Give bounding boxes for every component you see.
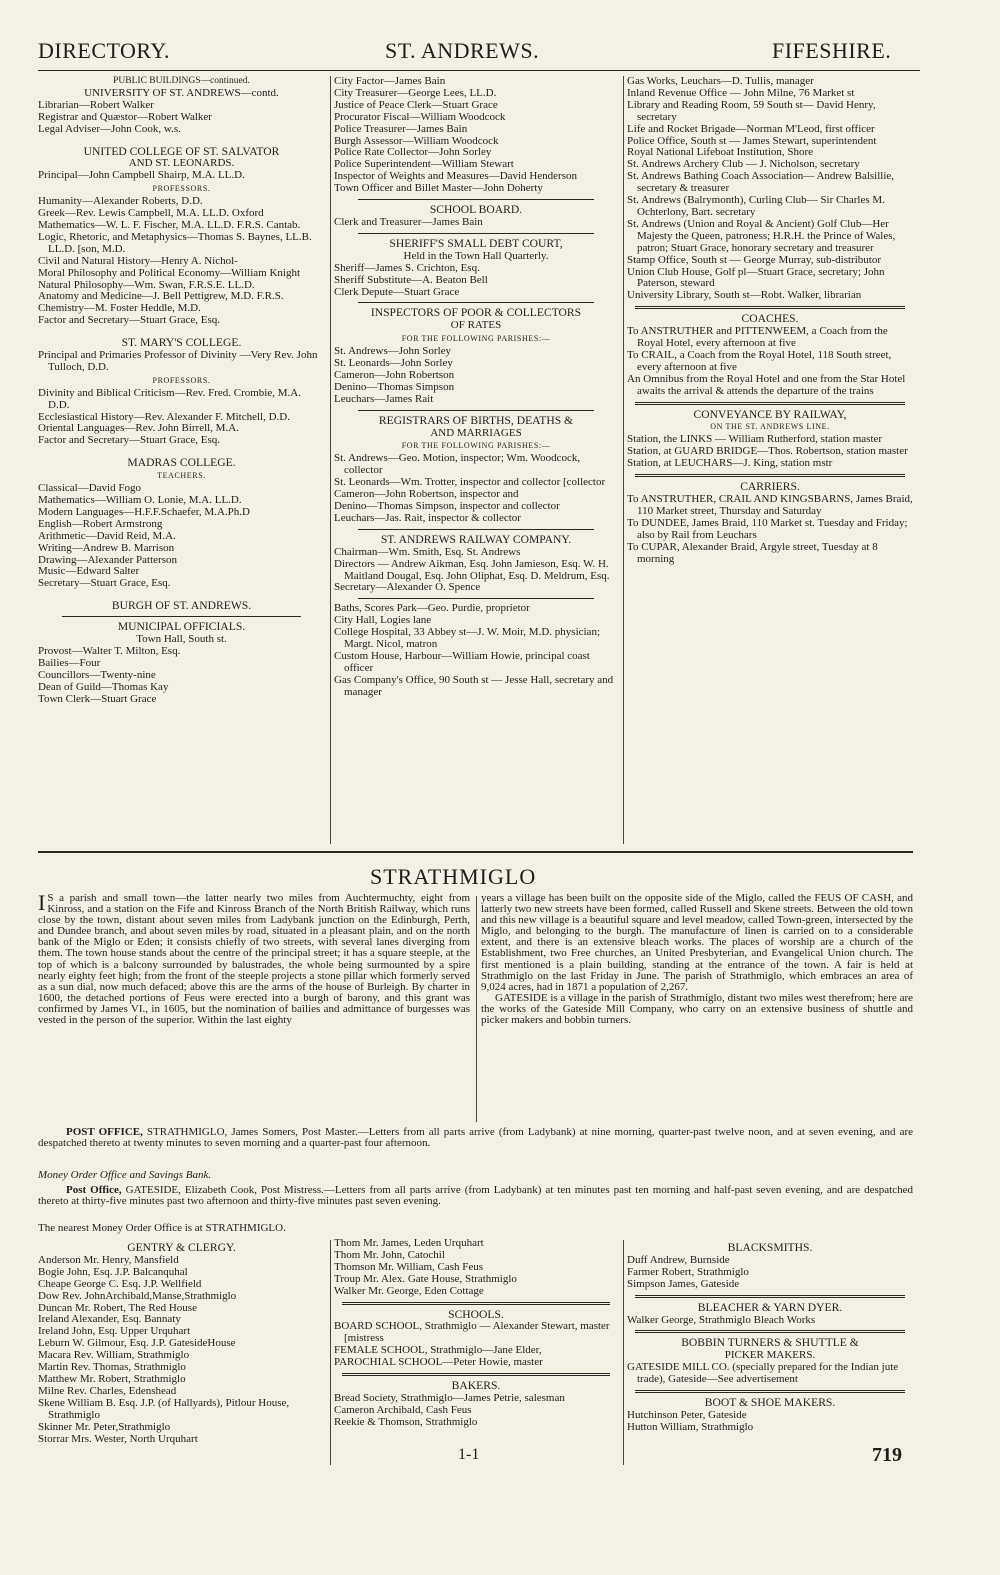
directory-entry: Provost—Walter T. Milton, Esq. bbox=[38, 644, 181, 657]
section-heading: GENTRY & CLERGY. bbox=[127, 1241, 236, 1254]
directory-entry: Station, the LINKS — William Rutherford, station master bbox=[627, 433, 883, 446]
directory-entry: Held in the Town Hall Quarterly. bbox=[403, 249, 549, 262]
header-right: FIFESHIRE. bbox=[772, 38, 892, 63]
directory-entry: Reekie & Thomson, Strathmiglo bbox=[334, 1415, 478, 1428]
section-heading: ST. MARY'S COLLEGE. bbox=[121, 336, 242, 350]
section-heading: ST. ANDREWS RAILWAY COMPANY. bbox=[380, 532, 572, 546]
directory-entry: Justice of Peace Clerk—Stuart Grace bbox=[334, 98, 498, 111]
directory-entry: Matthew Mr. Robert, Strathmiglo bbox=[38, 1372, 186, 1385]
directory-entry: Secretary—Alexander O. Spence bbox=[334, 581, 481, 594]
signature-mark: 1-1 bbox=[458, 1446, 480, 1463]
directory-entry: Thom Mr. James, Leden Urquhart bbox=[334, 1237, 484, 1249]
directory-entry: Oriental Languages—Rev. John Birrell, M.A. bbox=[38, 422, 239, 435]
section-heading: BOBBIN TURNERS & SHUTTLE & bbox=[681, 1336, 859, 1350]
section-heading: INSPECTORS OF POOR & COLLECTORS bbox=[370, 306, 582, 320]
directory-entry: FOR THE FOLLOWING PARISHES:— bbox=[401, 441, 551, 451]
directory-entry bbox=[38, 447, 325, 453]
directory-entry: Drawing—Alexander Patterson bbox=[38, 553, 177, 566]
header-left: DIRECTORY. bbox=[38, 38, 170, 63]
section-divider bbox=[358, 598, 594, 599]
directory-entry: Simpson James, Gateside bbox=[627, 1277, 740, 1290]
directory-entry: Ireland John, Esq. Upper Urquhart bbox=[38, 1325, 191, 1338]
directory-entry: St. Leonards—Wm. Trotter, inspector and collector [collector bbox=[334, 476, 606, 489]
post-office-text: STRATHMIGLO, James Somers, Post Master.—Letters from all parts arrive (from Ladybank) at nine morning, quarter-past twelve noon, and at seven evening, and are despatched thereto at twenty minutes to seven morning and a quarter-past four afternoon. bbox=[38, 1126, 914, 1150]
directory-entry: Chairman—Wm. Smith, Esq. St. Andrews bbox=[334, 545, 521, 558]
directory-entry: Bogie John, Esq. J.P. Balcanquhal bbox=[38, 1265, 188, 1278]
directory-entry: Factor and Secretary—Stuart Grace, Esq. bbox=[38, 314, 221, 327]
page-number: 719 bbox=[872, 1444, 902, 1466]
directory-entry bbox=[38, 327, 325, 333]
directory-entry: Hutchinson Peter, Gateside bbox=[627, 1408, 747, 1421]
directory-entry: City Factor—James Bain bbox=[334, 75, 446, 87]
directory-entry: Denino—Thomas Simpson bbox=[334, 380, 455, 393]
column-gentry bbox=[38, 1238, 325, 1445]
directory-entry: Stamp Office, South st — George Murray, sub-distributor bbox=[627, 253, 881, 266]
directory-entry: BOARD SCHOOL, Strathmiglo — Alexander Stewart, master [mistress bbox=[334, 1320, 610, 1345]
directory-entry: Gas Company's Office, 90 South st — Jesse Hall, secretary and manager bbox=[334, 673, 614, 698]
section-heading: COACHES. bbox=[741, 312, 799, 326]
post-office-strathmiglo bbox=[38, 1127, 913, 1149]
directory-entry: Anatomy and Medicine—J. Bell Pettigrew, M.D. F.R.S. bbox=[38, 290, 284, 303]
post-office-label: Post Office, bbox=[66, 1184, 122, 1196]
directory-entry: St. Andrews—John Sorley bbox=[334, 345, 452, 358]
directory-entry: Farmer Robert, Strathmiglo bbox=[627, 1265, 749, 1278]
directory-entry: Storrar Mrs. Wester, North Urquhart bbox=[38, 1432, 198, 1445]
directory-entry: Police Superintendent—William Stewart bbox=[334, 158, 514, 171]
directory-entry: Leuchars—Jas. Rait, inspector & collector bbox=[334, 511, 521, 524]
directory-entry: College Hospital, 33 Abbey st—J. W. Moir, M.D. physician; Margt. Nicol, matron bbox=[334, 626, 600, 651]
section-heading: REGISTRARS OF BIRTHS, DEATHS & bbox=[378, 413, 574, 427]
directory-entry bbox=[38, 136, 325, 142]
column-schools-bakers bbox=[334, 1238, 618, 1429]
directory-entry: Registrar and Quæstor—Robert Walker bbox=[38, 110, 212, 123]
directory-entry: Directors — Andrew Aikman, Esq. John Jamieson, Esq. W. H. Maitland Dougal, Esq. John Oliphat, Esq. D. Meldrum, Esq. bbox=[334, 557, 610, 582]
directory-entry: PUBLIC BUILDINGS—continued. bbox=[113, 76, 250, 86]
directory-entry: Humanity—Alexander Roberts, D.D. bbox=[38, 195, 203, 208]
directory-entry: Skene William B. Esq. J.P. (of Hallyards), Pitlour House, Strathmiglo bbox=[38, 1396, 290, 1421]
directory-entry: Troup Mr. Alex. Gate House, Strathmiglo bbox=[334, 1272, 517, 1285]
directory-entry: Thom Mr. John, Catochil bbox=[334, 1248, 445, 1261]
section-heading: UNITED COLLEGE OF ST. SALVATOR bbox=[83, 144, 280, 158]
post-office-gateside bbox=[38, 1185, 913, 1207]
section-rule bbox=[38, 851, 913, 853]
directory-entry: English—Robert Armstrong bbox=[38, 517, 163, 530]
section-divider bbox=[635, 1330, 905, 1333]
directory-entry: Police Office, South st — James Stewart, superintendent bbox=[627, 134, 877, 147]
section-heading: SHERIFF'S SMALL DEBT COURT, bbox=[389, 236, 563, 250]
directory-entry: AND MARRIAGES bbox=[430, 426, 522, 439]
section-divider bbox=[62, 616, 301, 617]
section-heading: CARRIERS. bbox=[740, 480, 800, 494]
section-divider bbox=[342, 1302, 610, 1305]
directory-entry: Writing—Andrew B. Marrison bbox=[38, 541, 175, 554]
section-divider bbox=[635, 474, 905, 477]
section-heading: MADRAS COLLEGE. bbox=[127, 456, 236, 470]
column-burgh bbox=[334, 76, 618, 699]
section-divider bbox=[358, 199, 594, 200]
directory-entry: To ANSTRUTHER and PITTENWEEM, a Coach from the Royal Hotel, every afternoon at five bbox=[627, 325, 888, 350]
directory-entry: Burgh Assessor—William Woodcock bbox=[334, 134, 499, 147]
directory-entry: University Library, South st—Robt. Walker, librarian bbox=[627, 289, 862, 302]
column-trades bbox=[627, 1238, 913, 1434]
section-heading: MUNICIPAL OFFICIALS. bbox=[117, 620, 246, 634]
directory-entry: AND ST. LEONARDS. bbox=[128, 157, 235, 170]
directory-entry: PROFESSORS. bbox=[152, 375, 211, 385]
directory-entry: Leburn W. Gilmour, Esq. J.P. GatesideHouse bbox=[38, 1337, 236, 1350]
directory-entry: St. Andrews (Union and Royal & Ancient) Golf Club—Her Majesty the Queen, patroness; H.R.H. the Prince of Wales, patron; Stuart Grace, honorary secretary and treasurer bbox=[627, 217, 896, 254]
strathmiglo-title: STRATHMIGLO bbox=[370, 864, 537, 889]
directory-entry: Police Treasurer—James Bain bbox=[334, 122, 468, 135]
directory-entry: St. Andrews Bathing Coach Association— Andrew Balsillie, secretary & treasurer bbox=[627, 170, 895, 195]
directory-entry: Gas Works, Leuchars—D. Tullis, manager bbox=[627, 75, 814, 87]
directory-entry: Station, at GUARD BRIDGE—Thos. Robertson, station master bbox=[627, 445, 908, 458]
directory-entry: Greek—Rev. Lewis Campbell, M.A. LL.D. Oxford bbox=[38, 207, 264, 220]
directory-entry: City Hall, Logies lane bbox=[334, 614, 432, 627]
directory-entry: Police Rate Collector—John Sorley bbox=[334, 146, 492, 159]
post-office-text: GATESIDE, Elizabeth Cook, Post Mistress.—Letters from all parts arrive (from Ladybank) at ten minutes past ten morning and half-past seven evening, and are despatched thereto at thirty-five minutes past two afternoon and thirty-five minutes past seven evening. bbox=[38, 1184, 913, 1208]
header-center: ST. ANDREWS. bbox=[385, 38, 540, 63]
directory-entry: UNIVERSITY OF ST. ANDREWS—contd. bbox=[84, 86, 279, 99]
directory-entry: Life and Rocket Brigade—Norman M'Leod, first officer bbox=[627, 122, 875, 135]
directory-entry: An Omnibus from the Royal Hotel and one from the Star Hotel awaits the arrival & attends the departure of the trains bbox=[627, 372, 906, 397]
directory-entry: ON THE ST. ANDREWS LINE. bbox=[710, 422, 830, 432]
section-heading: BOOT & SHOE MAKERS. bbox=[704, 1396, 836, 1410]
directory-entry: Civil and Natural History—Henry A. Nichol- bbox=[38, 254, 238, 267]
directory-entry: To CRAIL, a Coach from the Royal Hotel, 118 South street, every afternoon at five bbox=[627, 348, 892, 373]
directory-entry: Library and Reading Room, 59 South st— David Henry, secretary bbox=[627, 98, 876, 123]
directory-entry: Town Hall, South st. bbox=[136, 633, 227, 646]
nearest-money-order: The nearest Money Order Office is at STRATHMIGLO. bbox=[38, 1222, 286, 1234]
paragraph-text: S a parish and small town—the latter nearly two miles from Auchtermuchty, eight from Kinross, and a station on the Fife and Kinross Branch of the North British Railway, which runs close by the town, distant about seven miles from Ladybank junction on the Edinburgh, Perth, and Dundee branch, and about seven miles by road, situated in a pleasant plain, and on the north bank of the Miglo or Eden; it consists chiefly of two streets, with several lanes diverging from them. The town house stands about the centre of the principal street; it has a square steeple, at the top of which is a balcony surrounded by balustrades, the whole being surmounted by a spire nearly eighty feet high; from the front of the steeple projects a stone pillar which formerly served as a sun dial, now much defaced; above this are the arms of the house of Burleigh. By charter in 1600, the detached portions of Feus were erected into a burgh of barony, and this grant was confirmed by James VI., in 1605, but the nomination of bailies and admittance of burgesses was vested in the person of the superior. Within the last eighty bbox=[38, 892, 470, 1027]
directory-entry: Logic, Rhetoric, and Metaphysics—Thomas S. Baynes, LL.B. LL.D. [son, M.D. bbox=[38, 230, 312, 255]
directory-entry: Factor and Secretary—Stuart Grace, Esq. bbox=[38, 434, 221, 447]
directory-entry: St. Andrews Archery Club — J. Nicholson, secretary bbox=[627, 158, 860, 171]
directory-entry: Duff Andrew, Burnside bbox=[627, 1253, 730, 1266]
directory-entry: Procurator Fiscal—William Woodcock bbox=[334, 110, 506, 123]
section-divider bbox=[635, 306, 905, 309]
directory-entry: Clerk Depute—Stuart Grace bbox=[334, 285, 460, 298]
strathmiglo-description-right bbox=[481, 893, 913, 1026]
directory-entry: Royal National Lifeboat Institution, Shore bbox=[627, 146, 814, 159]
directory-entry: Modern Languages—H.F.F.Schaefer, M.A.Ph.D bbox=[38, 505, 250, 518]
directory-entry: Moral Philosophy and Political Economy—William Knight bbox=[38, 266, 301, 279]
section-heading: SCHOOL BOARD. bbox=[429, 203, 523, 217]
directory-entry: To ANSTRUTHER, CRAIL AND KINGSBARNS, James Braid, 110 Market street, Thursday and Saturday bbox=[627, 493, 913, 517]
directory-entry: Town Officer and Billet Master—John Doherty bbox=[334, 182, 543, 195]
directory-entry: Cameron Archibald, Cash Feus bbox=[334, 1403, 472, 1416]
section-divider bbox=[342, 1373, 610, 1376]
directory-entry: To DUNDEE, James Braid, 110 Market st. Tuesday and Friday; also by Rail from Leuchars bbox=[627, 516, 908, 541]
directory-entry: Principal—John Campbell Shairp, M.A. LL.D. bbox=[38, 169, 245, 182]
column-university bbox=[38, 76, 325, 706]
section-divider bbox=[358, 529, 594, 530]
directory-entry: Walker George, Strathmiglo Bleach Works bbox=[627, 1313, 816, 1326]
directory-entry bbox=[38, 590, 325, 596]
column-divider bbox=[623, 1240, 624, 1465]
directory-entry: Principal and Primaries Professor of Divinity —Very Rev. John Tulloch, D.D. bbox=[38, 349, 318, 373]
directory-entry: Leuchars—James Rait bbox=[334, 392, 434, 405]
directory-entry: GATESIDE MILL CO. (specially prepared for the Indian jute trade), Gateside—See advertisement bbox=[627, 1361, 899, 1386]
section-divider bbox=[635, 1390, 905, 1393]
gateside-paragraph: GATESIDE is a village in the parish of Strathmiglo, distant two miles west therefrom; here are the works of the Gateside Mill Company, who carry on an extensive business of shuttle and picker makers and bobbin turners. bbox=[481, 991, 913, 1027]
section-heading: BURGH OF ST. ANDREWS. bbox=[111, 599, 252, 613]
paragraph-text: years a village has been built on the opposite side of the Miglo, called the FEUS OF CASH, and latterly two new streets have been formed, called Russell and Skene streets. Between the old town and this new village is a beautiful square and level meadow, called Town-green, intersected by the Miglo, and belonging to the burgh. The manufacture of linen is carried on to a considerable extent, and there is an extensive bleach works. The places of worship are a church of the Establishment, two Free churches, an United Presbyterian, and Evangelical Union church. The first mentioned is a plain building, standing at the entrance of the town. A fair is held at Strathmiglo on the last Friday in June. The parish of Strathmiglo, which embraces an area of 9,024 acres, had in 1871 a population of 2,267. bbox=[481, 892, 913, 993]
directory-entry: Cameron—John Robertson, inspector and bbox=[334, 488, 519, 501]
directory-entry: Martin Rev. Thomas, Strathmiglo bbox=[38, 1361, 186, 1374]
directory-entry: Thomson Mr. William, Cash Feus bbox=[334, 1260, 484, 1273]
directory-entry: Divinity and Biblical Criticism—Rev. Fred. Crombie, M.A. D.D. bbox=[38, 386, 301, 411]
section-divider bbox=[358, 410, 594, 411]
section-heading: BLEACHER & YARN DYER. bbox=[697, 1300, 843, 1314]
directory-entry: Chemistry—M. Foster Heddle, M.D. bbox=[38, 302, 201, 315]
directory-entry: PICKER MAKERS. bbox=[724, 1349, 816, 1362]
directory-entry: Duncan Mr. Robert, The Red House bbox=[38, 1301, 197, 1314]
directory-entry: Librarian—Robert Walker bbox=[38, 98, 154, 111]
drop-cap: I bbox=[38, 890, 46, 915]
directory-entry: Classical—David Fogo bbox=[38, 482, 141, 495]
section-heading: BLACKSMITHS. bbox=[727, 1241, 813, 1254]
directory-entry: Bread Society, Strathmiglo—James Petrie, salesman bbox=[334, 1391, 565, 1404]
section-divider bbox=[358, 302, 594, 303]
directory-entry: Ireland Alexander, Esq. Bannaty bbox=[38, 1313, 181, 1326]
directory-entry: Union Club House, Golf pl—Stuart Grace, secretary; John Paterson, steward bbox=[627, 265, 885, 290]
money-order-note: Money Order Office and Savings Bank. bbox=[38, 1169, 212, 1181]
column-divider bbox=[330, 1240, 331, 1465]
directory-entry: Dow Rev. JohnArchibald,Manse,Strathmiglo bbox=[38, 1289, 237, 1302]
column-divider bbox=[330, 76, 331, 844]
directory-entry: Dean of Guild—Thomas Kay bbox=[38, 680, 169, 693]
directory-entry: Anderson Mr. Henry, Mansfield bbox=[38, 1253, 179, 1266]
directory-entry: Secretary—Stuart Grace, Esq. bbox=[38, 577, 171, 590]
directory-entry: PROFESSORS. bbox=[152, 184, 211, 194]
directory-entry: OF RATES bbox=[450, 319, 502, 332]
column-institutions bbox=[627, 76, 913, 565]
directory-entry: Walker Mr. George, Eden Cottage bbox=[334, 1284, 484, 1297]
directory-entry: Sheriff Substitute—A. Beaton Bell bbox=[334, 273, 488, 286]
directory-entry: Mathematics—W. L. F. Fischer, M.A. LL.D. F.R.S. Cantab. bbox=[38, 218, 301, 231]
directory-entry: Sheriff—James S. Crichton, Esq. bbox=[334, 261, 480, 274]
column-divider bbox=[623, 76, 624, 844]
directory-entry: Inspector of Weights and Measures—David Henderson bbox=[334, 170, 577, 183]
section-divider bbox=[358, 233, 594, 234]
section-divider bbox=[635, 402, 905, 405]
directory-entry: St. Andrews—Geo. Motion, inspector; Wm. Woodcock, collector bbox=[334, 452, 581, 477]
header-rule bbox=[38, 70, 920, 71]
directory-entry: Hutton William, Strathmiglo bbox=[627, 1420, 754, 1433]
directory-entry: Ecclesiastical History—Rev. Alexander F. Mitchell, D.D. bbox=[38, 410, 290, 423]
strathmiglo-description-left bbox=[38, 890, 470, 1027]
directory-entry: Bailies—Four bbox=[38, 656, 101, 669]
directory-entry: City Treasurer—George Lees, LL.D. bbox=[334, 86, 497, 99]
directory-entry: Milne Rev. Charles, Edenshead bbox=[38, 1384, 177, 1397]
section-divider bbox=[635, 1295, 905, 1298]
directory-entry: Cameron—John Robertson bbox=[334, 368, 455, 381]
section-heading: SCHOOLS. bbox=[448, 1307, 504, 1321]
directory-entry: Mathematics—William O. Lonie, M.A. LL.D. bbox=[38, 494, 242, 506]
directory-entry: Legal Adviser—John Cook, w.s. bbox=[38, 122, 181, 135]
directory-entry: To CUPAR, Alexander Braid, Argyle street, Tuesday at 8 morning bbox=[627, 540, 878, 565]
directory-entry: PAROCHIAL SCHOOL—Peter Howie, master bbox=[334, 1356, 543, 1369]
section-heading: CONVEYANCE BY RAILWAY, bbox=[693, 407, 847, 421]
section-heading: BAKERS. bbox=[451, 1379, 501, 1393]
directory-entry: Denino—Thomas Simpson, inspector and collector bbox=[334, 500, 560, 512]
directory-entry: St. Andrews (Balrymonth), Curling Club— Sir Charles M. Ochterlony, Bart. secretary bbox=[627, 194, 885, 218]
directory-entry: Inland Revenue Office — John Milne, 76 Market st bbox=[627, 86, 855, 99]
column-divider bbox=[476, 896, 477, 1122]
directory-entry: Clerk and Treasurer—James Bain bbox=[334, 215, 483, 228]
post-office-label: POST OFFICE, bbox=[66, 1126, 143, 1138]
directory-entry: Custom House, Harbour—William Howie, principal coast officer bbox=[334, 649, 590, 674]
directory-entry: Baths, Scores Park—Geo. Purdie, proprietor bbox=[334, 602, 530, 615]
directory-entry: Skinner Mr. Peter,Strathmiglo bbox=[38, 1420, 171, 1433]
directory-entry: Music—Edward Salter bbox=[38, 565, 140, 578]
directory-entry: FOR THE FOLLOWING PARISHES:— bbox=[401, 334, 551, 344]
directory-entry: TEACHERS. bbox=[157, 471, 206, 481]
directory-entry: Macara Rev. William, Strathmiglo bbox=[38, 1349, 190, 1362]
directory-entry: Cheape George C. Esq. J.P. Wellfield bbox=[38, 1277, 202, 1290]
directory-entry: Town Clerk—Stuart Grace bbox=[38, 692, 157, 705]
directory-entry: Arithmetic—David Reid, M.A. bbox=[38, 529, 176, 542]
directory-entry: Councillors—Twenty-nine bbox=[38, 668, 156, 681]
directory-entry: Natural Philosophy—Wm. Swan, F.R.S.E. LL.D. bbox=[38, 278, 255, 291]
directory-entry: Station, at LEUCHARS—J. King, station mstr bbox=[627, 457, 833, 470]
directory-entry: St. Leonards—John Sorley bbox=[334, 357, 453, 370]
directory-entry: FEMALE SCHOOL, Strathmiglo—Jane Elder, bbox=[334, 1344, 542, 1357]
